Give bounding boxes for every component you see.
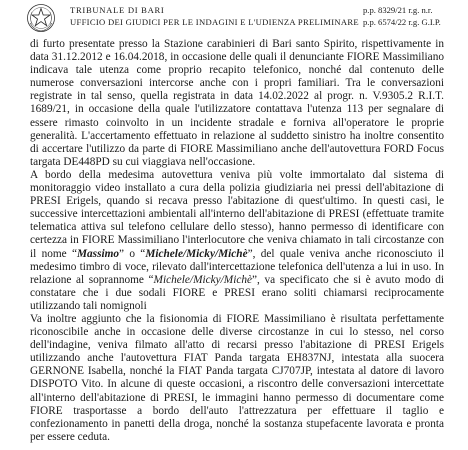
paragraph-1: di furto presentate presso la Stazione carabinieri di Bari santo Spirito, rispettivamente in data 31.12.2012 e 16.04.2018, in occasione delle quali il denunciante FIORE Massimiliano indicava tale utenza come proprio recapito telefonico, nonché dal contenuto delle numerose conversazioni intercorse anche con i propri familiari. Tra le conversazioni registrate in tal senso, quella registrata in data 14.02.2022 al progr. n. V.9305.2 R.I.T. 1689/21, in occasione della quale l'utilizzatore contattava l'utenza 113 per segnalare di essere rimasto coinvolto in un incidente stradale e forniva all'operatore le proprie generalità. L'accertamento effettuato in relazione al suddetto sinistro ha inoltre consentito di accertare l'utilizzo da parte di FIORE Massimiliano anche dell'autovettura FORD Focus targata DE448PD su cui viaggiava nell'occasione. bbox=[30, 38, 444, 168]
nickname-massimo: Massimo bbox=[76, 247, 120, 260]
paragraph-2-part-d: ”, va specificato che si è avuto modo di constatare che i due sodali FIORE e PRESI erano soliti chiamarsi reciprocamente utilizzando tali nomignoli bbox=[30, 273, 444, 312]
paragraph-3: Va inoltre aggiunto che la fisionomia di FIORE Massimiliano è risultata perfettamente riconoscibile anche in occasione delle diverse circostanze in cui lo stesso, nel corso dell'indagine, veniva filmato all'atto di recarsi presso l'abitazione di PRESI Erigels utilizzando anche l'autovettura FIAT Panda targata EH837NJ, intestata alla suocera GERNONE Isabella, nonché la FIAT Panda targata CJ707JP, intestata al datore di lavoro DISPOTO Vito. In alcune di queste occasioni, a riscontro delle conversazioni intercettate all'interno dell'abitazione di PRESI, le immagini hanno permesso di documentare come FIORE trasportasse a bordo dell'auto l'attrezzatura per effettuare il taglio e confezionamento in panetti della droga, nonché la sostanza stupefacente lavorata e pronta per essere ceduta. bbox=[30, 312, 444, 443]
paragraph-2-part-a: A bordo della medesima autovettura veniva più volte immortalato dal sistema di monitoraggio video installato a cura della polizia giudiziaria nei pressi dell'abitazione di PRESI Erigels, quando si recava presso l'abitazione di quest'ultimo. In questi casi, le successive intercettazioni ambientali all'interno dell'abitazione di PRESI (effettuate tramite telematica attiva sul telefono cellulare dello stesso), hanno permesso di identificare con certezza in FIORE Massimiliano l'interlocutore che veniva chiamato in tali circostanze con il nome “ bbox=[30, 168, 444, 260]
nickname-michele-repeat: Michele/Micky/Michè bbox=[153, 273, 253, 286]
paragraph-2 bbox=[30, 169, 444, 313]
document-body bbox=[30, 38, 444, 444]
court-title: TRIBUNALE DI BARI bbox=[70, 5, 165, 15]
case-ref-gip: p.p. 6574/22 r.g. G.I.P. bbox=[363, 17, 441, 27]
nickname-michele: Michele/Micky/Michè bbox=[145, 247, 248, 260]
document-header bbox=[0, 0, 468, 38]
case-ref-rgnr: p.p. 8329/21 r.g. n.r. bbox=[363, 5, 433, 15]
paragraph-2-part-c: ”, del quale veniva anche riconosciuto il medesimo timbro di voce, rilevato dall'intercettazione telefonica dell'utenza a lui in uso. In relazione al soprannome “ bbox=[30, 247, 445, 286]
court-office: UFFICIO DEI GIUDICI PER LE INDAGINI E L'UDIENZA PRELIMINARE bbox=[70, 17, 359, 27]
italian-republic-emblem-icon bbox=[26, 3, 56, 33]
paragraph-2-part-b: ” o “ bbox=[119, 247, 146, 260]
